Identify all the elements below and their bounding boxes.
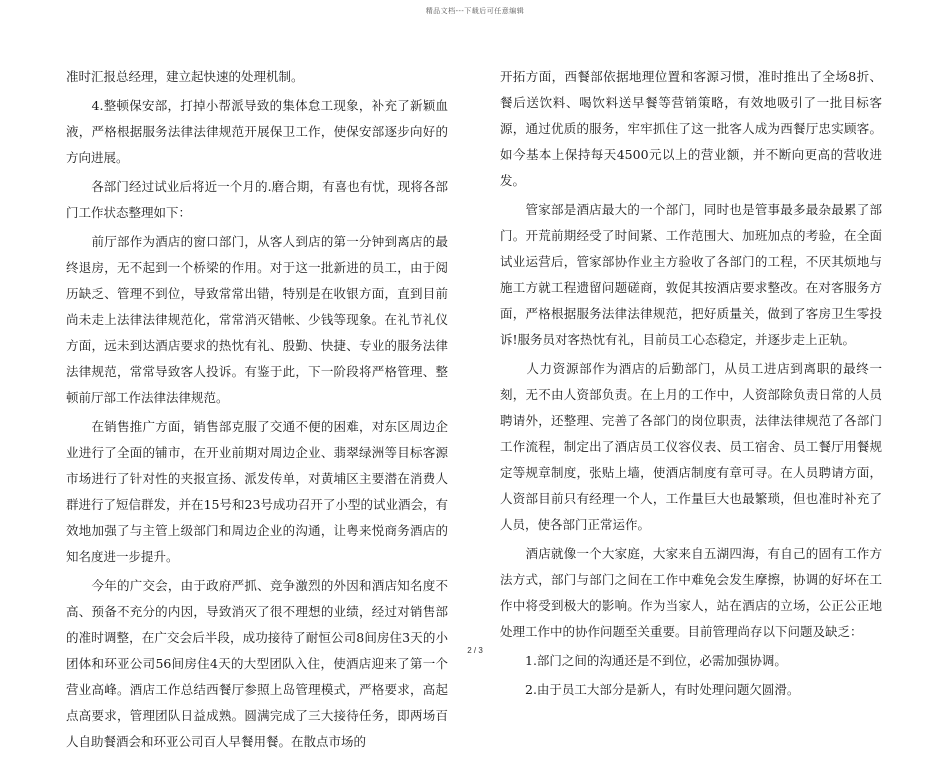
paragraph: 各部门经过试业后将近一个月的.磨合期，有喜也有忧，现将各部门工作状态整理如下： xyxy=(66,179,448,220)
paragraph: 准时汇报总经理，建立起快速的处理机制。 xyxy=(66,69,304,84)
paragraph: 前厅部作为酒店的窗口部门，从客人到店的第一分钟到离店的最终退房，无不起到一个桥梁的作用。对于这一批新进的员工，由于阅历缺乏、管理不到位，导致常常出错，特别是在收银方面，直到目前尚未走上法律法律规范化，常常消灭错帐、少钱等现象。在礼节礼仪方面，远未到达酒店要求的热忱有礼、殷勤、快捷、专业的服务法律法律规范，常常导致客人投诉。有鉴于此，下一阶段将严格管理、整顿前厅部工作法律法律规范。 xyxy=(66,234,448,405)
right-column xyxy=(500,64,882,706)
page-number: 2 / 3 xyxy=(467,646,483,655)
list-item: 1.部门之间的沟通还是不到位，必需加强协调。 xyxy=(500,653,787,668)
paragraph: 管家部是酒店最大的一个部门，同时也是管事最多最杂最累了部门。开荒前期经受了时间紧、工作范围大、加班加点的考验，在全面试业运营后，管家部协作业主方验收了各部门的工程，不厌其烦地与施工方就工程遗留问题磋商，敦促其按酒店要求整改。在对客服务方面，严格根据服务法律法律规范，把好质量关，做到了客房卫生零投诉!服务员对客热忱有礼，目前员工心态稳定，并逐步走上正轨。 xyxy=(500,202,882,347)
paragraph: 开拓方面，西餐部依据地理位置和客源习惯，准时推出了全场8折、餐后送饮料、喝饮料送早餐等营销策略，有效地吸引了一批目标客源，通过优质的服务，牢牢抓住了这一批客人成为西餐厅忠实顾客。如今基本上保持每天4500元以上的营业额，并不断向更高的营收进发。 xyxy=(500,69,882,188)
page-header: 精品文档---下载后可任意编辑 xyxy=(425,7,525,15)
paragraph: 酒店就像一个大家庭，大家来自五湖四海，有自己的固有工作方法方式，部门与部门之间在工作中难免会发生摩擦，协调的好坏在工作中将受到极大的影响。作为当家人，站在酒店的立场，公正公正地处理工作中的协作问题至关重要。目前管理尚存以下问题及缺乏： xyxy=(500,546,882,639)
paragraph: 人力资源部作为酒店的后勤部门，从员工进店到离职的最终一刻，无不由人资部负责。在上月的工作中，人资部除负责日常的人员聘请外，还整理、完善了各部门的岗位职责，法律法律规范了各部门工作流程，制定出了酒店员工仪容仪表、员工宿舍、员工餐厅用餐规定等规章制度，张贴上墙，使酒店制度有章可寻。在人员聘请方面，人资部目前只有经理一个人，工作量巨大也最繁琐，但也准时补充了人员，使各部门正常运作。 xyxy=(500,361,882,532)
paragraph: 在销售推广方面，销售部克服了交通不便的困难，对东区周边企业进行了全面的铺市，在开业前期对周边企业、翡翠绿洲等目标客源市场进行了针对性的夹报宣扬、派发传单，对黄埔区主要潜在消费人群进行了短信群发，并在15号和23号成功召开了小型的试业酒会，有效地加强了与主管上级部门和周边企业的沟通，让粤来悦商务酒店的知名度进一步提升。 xyxy=(66,419,448,564)
paragraph: 4.整顿保安部，打掉小帮派导致的集体怠工现象，补充了新颖血液，严格根据服务法律法律规范开展保卫工作，使保安部逐步向好的方向进展。 xyxy=(66,98,448,165)
paragraph: 今年的广交会，由于政府严抓、竞争激烈的外因和酒店知名度不高、预备不充分的内因，导致消灭了很不理想的业绩，经过对销售部的准时调整，在广交会后半段，成功接待了耐恒公司8间房住3天的小团体和环亚公司56间房住4天的大型团队入住，使酒店迎来了第一个营业高峰。酒店工作总结西餐厅参照上岛管理模式，严格要求，高起点高要求，管理团队日益成熟。圆满完成了三大接待任务，即两场百人自助餐酒会和环亚公司百人早餐用餐。在散点市场的 xyxy=(66,578,448,749)
list-item: 2.由于员工大部分是新人，有时处理问题欠圆滑。 xyxy=(500,682,800,697)
